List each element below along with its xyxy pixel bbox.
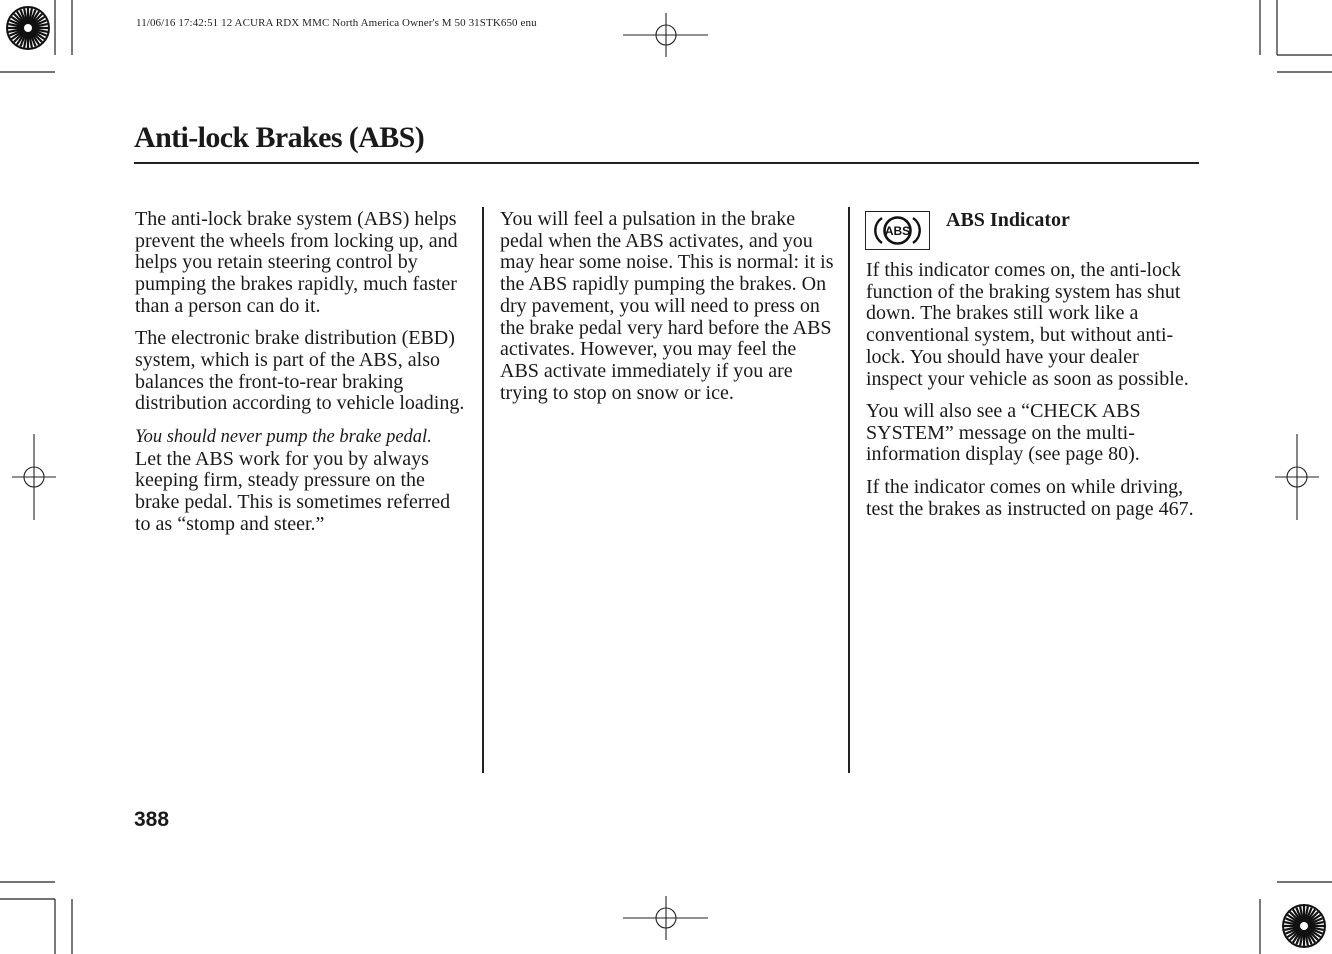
column-divider [482,207,484,773]
column-3 [866,260,1199,531]
crosshair-mark-icon [623,13,708,57]
abs-indicator-box [865,211,930,250]
caution-text: You should never pump the brake pedal. [135,426,432,447]
column-2 [500,209,835,415]
print-stamp: 11/06/16 17:42:51 12 ACURA RDX MMC North America Owner's M 50 31STK650 enu [136,17,537,29]
page-number: 388 [134,808,170,831]
paragraph: If the indicator comes on while driving, test the brakes as instructed on page 467. [866,475,1194,520]
registration-rosette-icon [1283,905,1325,947]
paragraph: If this indicator comes on, the anti-lock function of the braking system has shut down. The brakes still work like a conventional system, but without anti-lock. You should have your dealer inspect your vehicle as soon as possible. [866,259,1189,390]
crosshair-mark-icon [12,434,56,520]
title-rule [134,162,1199,164]
page-title: Anti-lock Brakes (ABS) [134,121,425,154]
crosshair-mark-icon [1275,434,1319,520]
paragraph: You will also see a “CHECK ABS SYSTEM” message on the multi-information display (see page 80). [866,400,1141,466]
abs-icon-label: ABS [884,224,911,238]
crosshair-mark-icon [623,896,708,940]
abs-warning-icon [866,212,929,249]
registration-rosette-icon [7,7,49,49]
column-divider [848,207,850,773]
paragraph: The anti-lock brake system (ABS) helps prevent the wheels from locking up, and helps you retain steering control by pumping the brakes rapidly, much faster than a person can do it. [135,208,458,317]
paragraph: You will feel a pulsation in the brake pedal when the ABS activates, and you may hear some noise. This is normal: it is the ABS rapidly pumping the brakes. On dry pavement, you will need to press on the brake pedal very hard before the ABS activates. However, you may feel the ABS activate immediately if you are trying to stop on snow or ice. [500,208,834,404]
column-1 [135,209,467,546]
abs-indicator-heading: ABS Indicator [946,209,1070,231]
paragraph-text: Let the ABS work for you by always keeping firm, steady pressure on the brake pedal. This is sometimes referred to as “stomp and steer.” [135,447,451,535]
paragraph [135,426,467,536]
paragraph: The electronic brake distribution (EBD) system, which is part of the ABS, also balances the front-to-rear braking distribution according to vehicle loading. [135,327,465,415]
